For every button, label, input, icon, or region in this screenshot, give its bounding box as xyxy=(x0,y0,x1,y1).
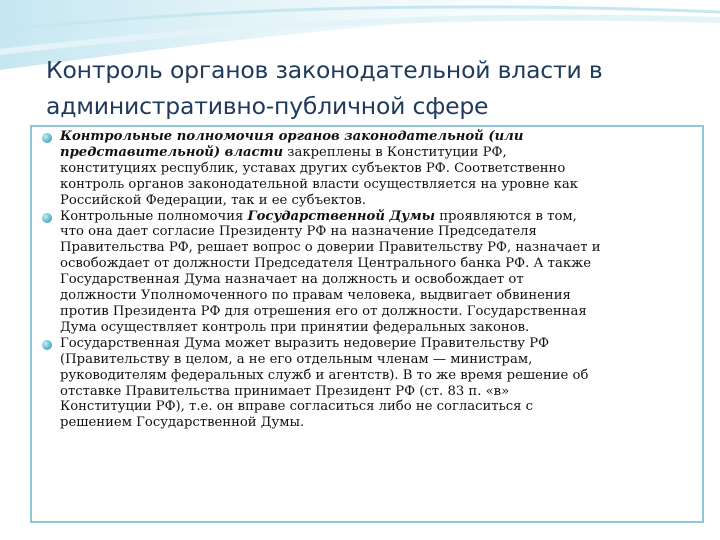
bullet-line: Российской Федерации, так и ее субъектов. xyxy=(60,192,366,208)
bullet-line: контроль органов законодательной власти осуществляется на уровне как xyxy=(60,176,579,192)
bullet-emphasis: Государственной Думы xyxy=(247,208,436,224)
bullet-line: отставке Правительства принимает Президент РФ (ст. 83 п. «в» xyxy=(60,383,510,399)
bullet-text-fragment: Контрольные полномочия xyxy=(60,208,248,224)
bullet-line: Государственная Дума может выразить недоверие Правительству РФ xyxy=(60,335,550,351)
bullet-line: руководителям федеральных служб и агентств). В то же время решение об xyxy=(60,367,589,383)
bullet-text-fragment: закреплены в Конституции РФ, xyxy=(283,144,507,160)
bullet-text-fragment: проявляются в том, xyxy=(435,208,577,224)
title-line-1: Контроль органов законодательной власти в xyxy=(46,56,603,84)
slide-title xyxy=(46,52,706,124)
bullet-line: Дума осуществляет контроль при принятии федеральных законов. xyxy=(60,319,530,335)
bullet-dot-icon xyxy=(42,133,52,143)
bullet-item-legislative-powers xyxy=(42,129,692,209)
bullet-line: что она дает согласие Президенту РФ на назначение Председателя xyxy=(60,224,537,240)
bullet-dot-icon xyxy=(42,340,52,350)
bullet-dot-icon xyxy=(42,213,52,223)
bullet-emphasis: Контрольные полномочия органов законодательной (или xyxy=(60,129,524,144)
bullet-item-no-confidence xyxy=(42,336,692,431)
bullet-list xyxy=(42,129,692,431)
bullet-line: решением Государственной Думы. xyxy=(60,415,305,431)
bullet-line: Государственная Дума назначает на должность и освобождает от xyxy=(60,272,524,288)
bullet-text xyxy=(60,129,692,209)
bullet-line: (Правительству в целом, а не его отдельным членам — министрам, xyxy=(60,351,533,367)
bullet-line: против Президента РФ для отрешения его от должности. Государственная xyxy=(60,303,587,319)
bullet-line: Правительства РФ, решает вопрос о доверии Правительству РФ, назначает и xyxy=(60,240,601,256)
bullet-line: Конституции РФ), т.е. он вправе согласиться либо не согласиться с xyxy=(60,399,534,415)
bullet-line: должности Уполномоченного по правам человека, выдвигает обвинения xyxy=(60,288,571,304)
title-line-2: административно-публичной сфере xyxy=(46,92,489,120)
bullet-line: конституциях республик, уставах других субъектов РФ. Соответственно xyxy=(60,160,566,176)
bullet-item-state-duma-powers xyxy=(42,209,692,336)
bullet-text xyxy=(60,336,692,431)
bullet-line: освобождает от должности Председателя Центрального банка РФ. А также xyxy=(60,256,592,272)
bullet-text xyxy=(60,209,692,336)
bullet-emphasis: представительной) власти xyxy=(60,144,284,160)
